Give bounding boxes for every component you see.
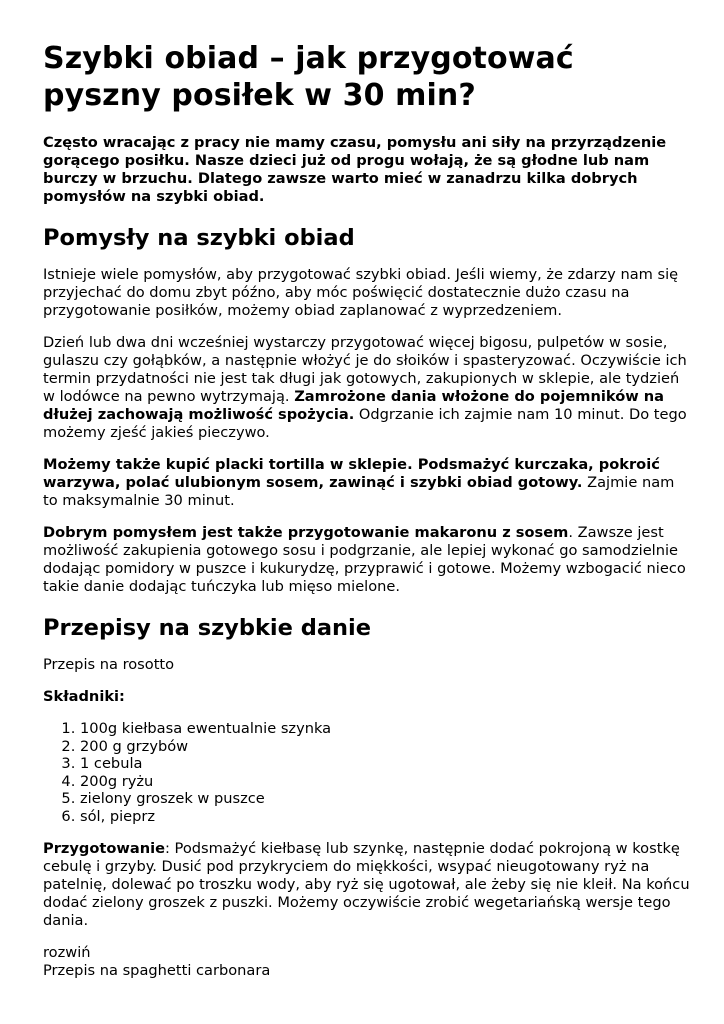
lead-paragraph: Często wracając z pracy nie mamy czasu, pomysłu ani siły na przyrządzenie gorącego posiłku. Nasze dzieci już od progu wołają, że są głodne lub nam burczy w brzuchu. Dlatego zawsze warto mieć w zanadrzu kilka dobrych pomysłów na szybki obiad. — [43, 134, 667, 205]
ideas-paragraph-3 — [43, 456, 691, 510]
ideas-paragraph-4 — [43, 524, 691, 596]
page-title: Szybki obiad – jak przygotować pyszny posiłek w 30 min? — [43, 41, 574, 113]
ingredients-label — [43, 688, 691, 706]
list-item: 4. 200g ryżu — [80, 773, 691, 791]
ideas-paragraph-2 — [43, 334, 691, 442]
expand-link[interactable]: rozwiń — [43, 943, 91, 961]
section-heading-ideas: Pomysły na szybki obiad — [43, 225, 355, 251]
list-item: 3. 1 cebula — [80, 755, 691, 773]
ingredients-list — [43, 720, 691, 826]
ideas-paragraph-3-tail: Zajmie nam to maksymalnie 30 minut. — [43, 474, 675, 509]
preparation-label: Przygotowanie — [43, 839, 165, 857]
ideas-paragraph-1: Istnieje wiele pomysłów, aby przygotować szybki obiad. Jeśli wiemy, że zdarzy nam się przyjechać do domu zbyt późno, aby móc poświęcić dostatecznie dużo czasu na przygotowanie posiłków, możemy obiad zaplanować z wyprzedzeniem. — [43, 266, 679, 319]
recipe-name: Przepis na rosotto — [43, 656, 175, 673]
preparation-text: : Podsmażyć kiełbasę lub szynkę, następnie dodać pokrojoną w kostkę cebulę i grzyby. Dusić pod przykryciem do miękkości, wsypać nieugotowany ryż na patelnię, dolewać po troszku wody, aby ryż się ugotował, ale żeby się nie kleił. Na końcu dodać zielony groszek z puszki. Możemy oczywiście zrobić wegetariańską wersje tego dania. — [43, 839, 690, 929]
list-item: 6. sól, pieprz — [80, 808, 691, 826]
section-heading-recipes: Przepisy na szybkie danie — [43, 615, 371, 641]
preparation-paragraph — [43, 840, 691, 930]
next-recipe-title: Przepis na spaghetti carbonara — [43, 961, 271, 979]
ideas-paragraph-4-tail: . Zawsze jest możliwość zakupienia gotowego sosu i podgrzanie, ale lepiej wykonać go samodzielnie dodając pomidory w puszce i kukurydzę, przyprawić i gotowe. Możemy wzbogacić nieco takie danie dodając tuńczyka lub mięso mielone. — [43, 524, 686, 595]
ingredients-label-text: Składniki: — [43, 688, 125, 705]
ideas-paragraph-2-text: Dzień lub dwa dni wcześniej wystarczy przygotować więcej bigosu, pulpetów w sosie, gulaszu czy gołąbków, a następnie włożyć je do słoików i spasteryzować. Oczywiście ich termin przydatności nie jest tak długi jak gotowych, zakupionych w sklepie, ale tydzień w lodówce na pewno wytrzymają. — [43, 334, 687, 405]
list-item: 2. 200 g grzybów — [80, 738, 691, 756]
ideas-paragraph-4-bold: Dobrym pomysłem jest także przygotowanie makaronu z sosem — [43, 524, 569, 541]
list-item: 5. zielony groszek w puszce — [80, 790, 691, 808]
ideas-paragraph-2-bold: Zamrożone dania włożone do pojemników na dłużej zachowają możliwość spożycia. — [43, 388, 665, 423]
ideas-paragraph-3-bold: Możemy także kupić placki tortilla w sklepie. Podsmażyć kurczaka, pokroić warzywa, polać ulubionym sosem, zawinąć i szybki obiad gotowy. — [43, 456, 660, 491]
list-item: 1. 100g kiełbasa ewentualnie szynka — [80, 720, 691, 738]
article — [43, 40, 691, 980]
ideas-paragraph-2-tail: Odgrzanie ich zajmie nam 10 minut. Do tego możemy zjeść jakieś pieczywo. — [43, 406, 687, 441]
